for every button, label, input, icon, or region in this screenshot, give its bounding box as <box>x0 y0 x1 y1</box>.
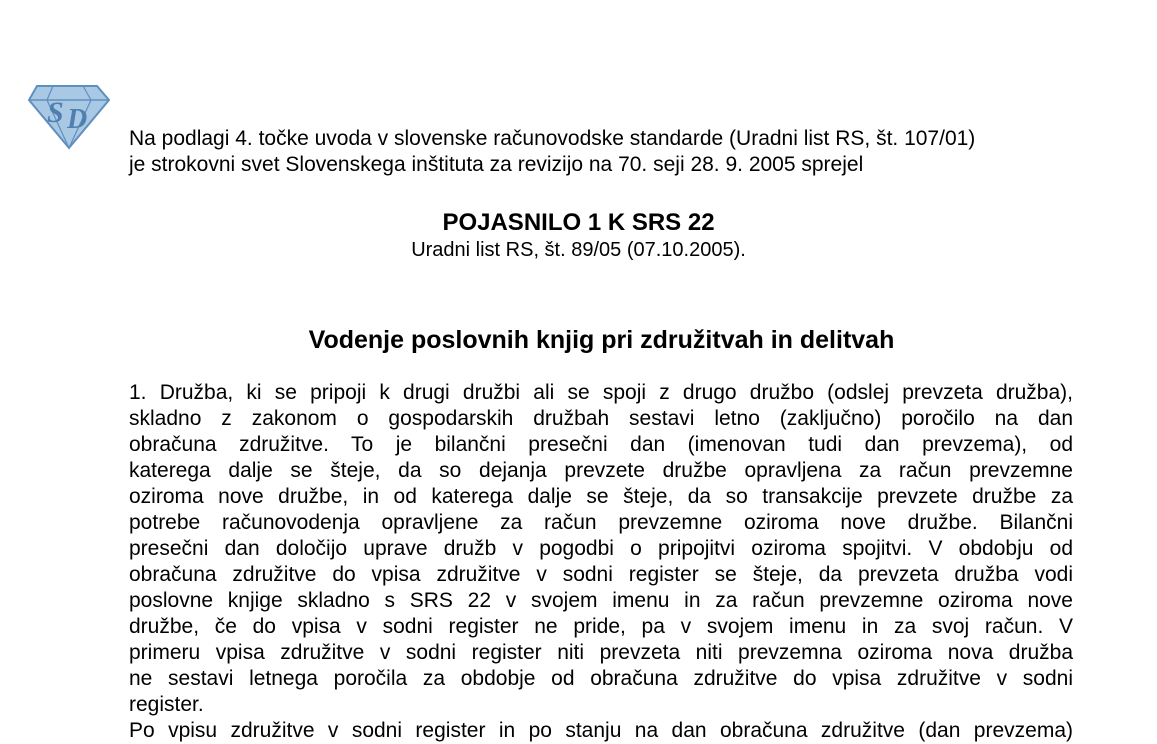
paragraph-line: poslovne knjige skladno s SRS 22 v svojem imenu in za račun prevzemne oziroma nove <box>129 589 1073 612</box>
paragraph-line: družbe, če do vpisa v sodni register ne pride, pa v svojem imenu in za svoj račun. V <box>129 615 1073 638</box>
paragraph-line: ne sestavi letnega poročila za obdobje od obračuna združitve do vpisa združitve v sodni <box>129 667 1073 690</box>
section-heading: Vodenje poslovnih knjig pri združitvah in delitvah <box>308 326 895 354</box>
paragraph-line: potrebe računovodenja opravljene za račun prevzemne oziroma nove družbe. Bilančni <box>129 511 1073 534</box>
paragraph-line: katerega dalje se šteje, da so dejanja prevzete družbe opravljena za račun prevzemne <box>129 459 1073 482</box>
paragraph-1 <box>129 380 1073 718</box>
paragraph-line: presečni dan določijo uprave družb v pogodbi o pripojitvi oziroma spojitvi. V obdobju od <box>129 537 1073 560</box>
intro-text <box>129 126 1079 178</box>
paragraph-line: Po vpisu združitve v sodni register in po stanju na dan obračuna združitve (dan prevzema) <box>129 719 1073 742</box>
sd-logo <box>27 78 111 150</box>
document-subtitle: Uradni list RS, št. 89/05 (07.10.2005). <box>411 239 746 261</box>
paragraph-line: register. <box>129 693 204 716</box>
sd-diamond-logo-icon <box>27 78 111 150</box>
paragraph-line: primeru vpisa združitve v sodni register niti prevzeta niti prevzemna oziroma nova družba <box>129 641 1073 664</box>
document-title: POJASNILO 1 K SRS 22 <box>442 209 715 236</box>
paragraph-line: obračuna združitve. To je bilančni presečni dan (imenovan tudi dan prevzema), od <box>129 433 1073 456</box>
paragraph-line: oziroma nove družbe, in od katerega dalje se šteje, da so transakcije prevzete družbe za <box>129 485 1073 508</box>
intro-line: Na podlagi 4. točke uvoda v slovenske računovodske standarde (Uradni list RS, št. 107/01) <box>129 127 976 150</box>
paragraph-2 <box>129 718 1073 744</box>
paragraph-line: 1. Družba, ki se pripoji k drugi družbi ali se spoji z drugo družbo (odslej prevzeta družba), <box>129 381 1073 404</box>
svg-text:D: D <box>67 104 88 135</box>
paragraph-line: skladno z zakonom o gospodarskih družbah sestavi letno (zaključno) poročilo na dan <box>129 407 1073 430</box>
paragraph-line: obračuna združitve do vpisa združitve v sodni register se šteje, da prevzeta družba vodi <box>129 563 1073 586</box>
intro-line: je strokovni svet Slovenskega inštituta za revizijo na 70. seji 28. 9. 2005 sprejel <box>129 153 864 176</box>
svg-text:S: S <box>47 96 64 129</box>
